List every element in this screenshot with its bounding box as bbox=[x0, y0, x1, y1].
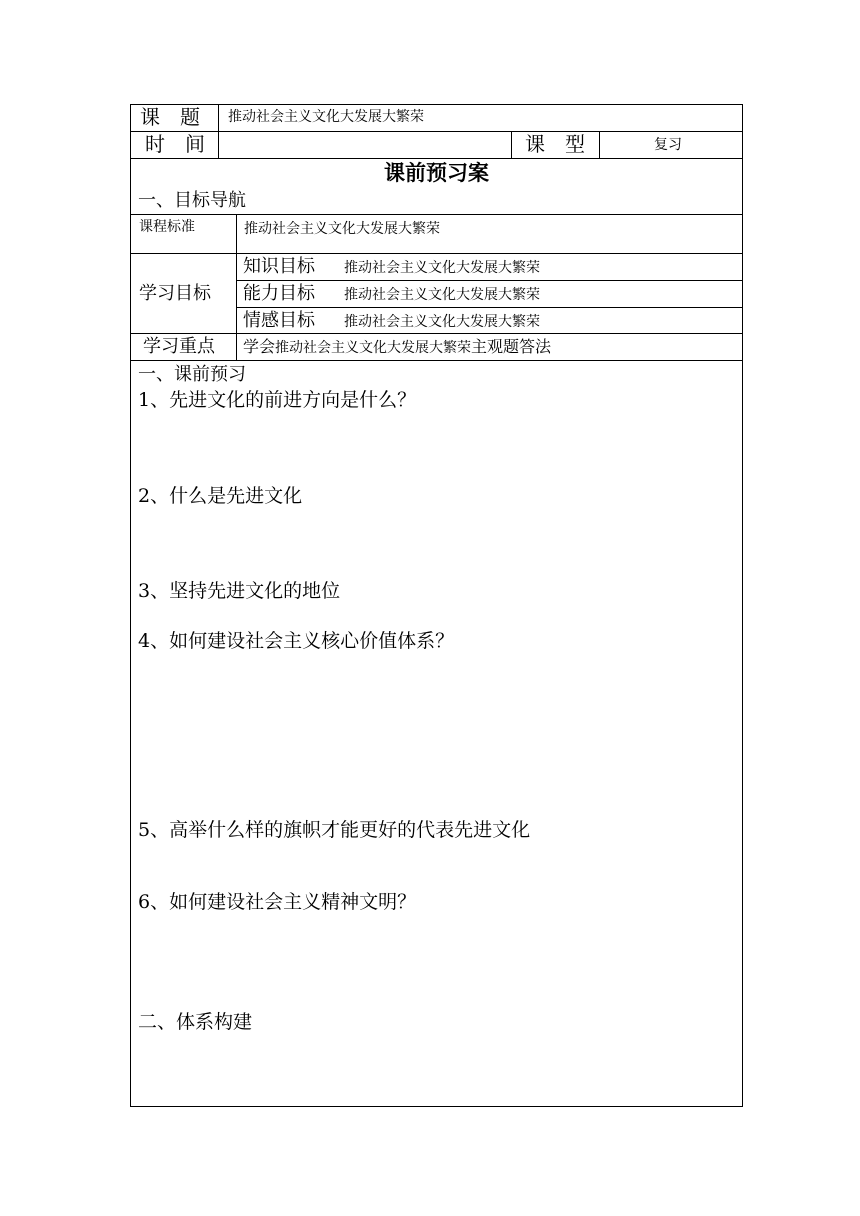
topic-value: 推动社会主义文化大发展大繁荣 bbox=[228, 109, 424, 125]
objective-value: 推动社会主义文化大发展大繁荣 bbox=[344, 260, 540, 276]
focus-label: 学习重点 bbox=[143, 336, 215, 357]
column-divider bbox=[236, 214, 237, 360]
section-heading-preview: 一、课前预习 bbox=[138, 364, 246, 385]
focus-prefix: 学会 bbox=[243, 337, 276, 356]
question-item: 5、高举什么样的旗帜才能更好的代表先进文化 bbox=[138, 819, 531, 841]
objective-value: 推动社会主义文化大发展大繁荣 bbox=[344, 287, 540, 303]
table-border-top bbox=[130, 104, 743, 105]
time-label: 时 间 bbox=[145, 132, 205, 156]
focus-topic: 推动社会主义文化大发展大繁荣 bbox=[275, 340, 472, 356]
page-title: 课前预习案 bbox=[384, 161, 489, 185]
row-divider bbox=[130, 158, 743, 159]
question-item: 6、如何建设社会主义精神文明？ bbox=[138, 891, 417, 913]
objective-label: 知识目标 bbox=[243, 256, 315, 277]
section-heading-system: 二、体系构建 bbox=[138, 1011, 253, 1033]
standard-value: 推动社会主义文化大发展大繁荣 bbox=[244, 221, 440, 237]
type-label: 课 型 bbox=[525, 132, 585, 156]
column-divider bbox=[511, 131, 512, 158]
row-divider bbox=[236, 307, 743, 308]
question-item: 4、如何建设社会主义核心价值体系？ bbox=[138, 630, 455, 652]
row-divider bbox=[130, 214, 743, 215]
table-border-bottom bbox=[130, 1106, 743, 1107]
question-item: 3、坚持先进文化的地位 bbox=[138, 580, 341, 602]
column-divider bbox=[599, 131, 600, 158]
row-divider bbox=[130, 333, 743, 334]
question-item: 1、先进文化的前进方向是什么？ bbox=[138, 389, 417, 411]
question-item: 2、什么是先进文化 bbox=[138, 485, 303, 507]
objective-label: 能力目标 bbox=[243, 283, 315, 304]
row-divider bbox=[130, 253, 743, 254]
objective-value: 推动社会主义文化大发展大繁荣 bbox=[344, 314, 540, 330]
row-divider bbox=[236, 280, 743, 281]
table-border-left bbox=[130, 104, 131, 1107]
section-heading-goals: 一、目标导航 bbox=[138, 190, 246, 211]
table-border-right bbox=[742, 104, 743, 1107]
row-divider bbox=[130, 131, 743, 132]
standard-label: 课程标准 bbox=[139, 219, 195, 235]
row-divider bbox=[130, 360, 743, 361]
topic-label: 课 题 bbox=[140, 105, 200, 129]
focus-suffix: 主观题答法 bbox=[471, 337, 552, 356]
focus-value bbox=[243, 339, 551, 355]
type-value: 复习 bbox=[654, 137, 682, 153]
objectives-label: 学习目标 bbox=[139, 283, 211, 304]
column-divider bbox=[218, 104, 219, 158]
objective-label: 情感目标 bbox=[243, 310, 315, 331]
